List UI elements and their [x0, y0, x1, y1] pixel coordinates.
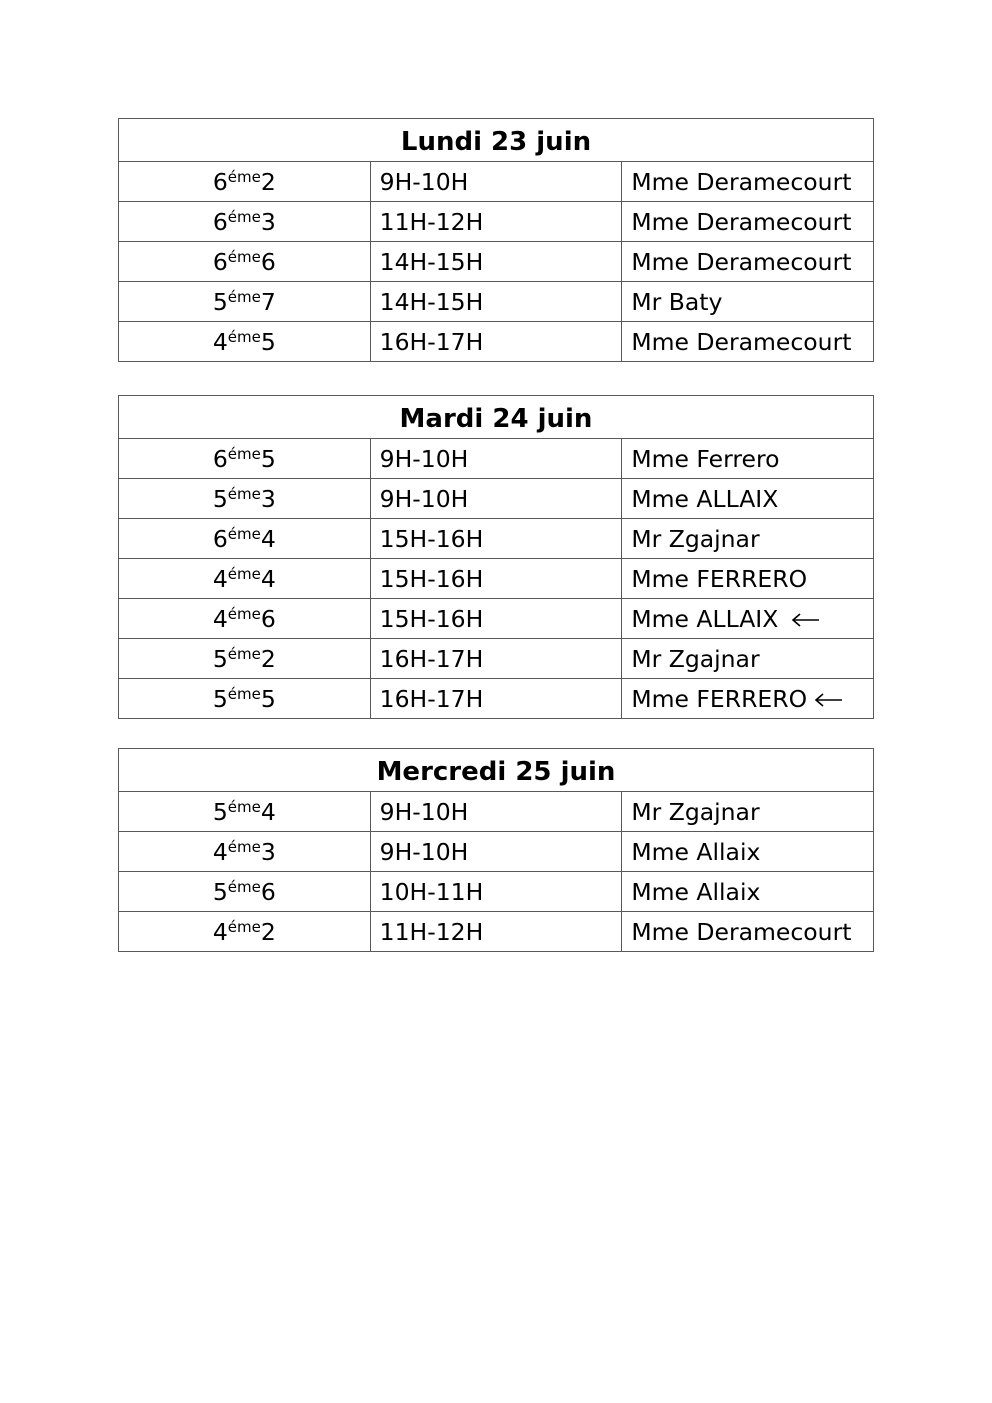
class-cell: $5^{éme}6$ — [119, 872, 371, 912]
time-cell: 9H-10H — [370, 439, 622, 479]
class-cell: $6^{éme}2$ — [119, 162, 371, 202]
class-cell: $5^{éme}7$ — [119, 282, 371, 322]
day-title: Lundi 23 juin — [119, 119, 874, 162]
class-cell: $5^{éme}3$ — [119, 479, 371, 519]
time-cell: 15H-16H — [370, 599, 622, 639]
time-cell: 9H-10H — [370, 832, 622, 872]
teacher-cell: Mme Deramecourt — [622, 322, 874, 362]
schedule-table-monday — [118, 118, 874, 362]
class-cell: $4^{éme}5$ — [119, 322, 371, 362]
table-row — [119, 439, 874, 479]
table-row — [119, 202, 874, 242]
table-row — [119, 679, 874, 719]
time-cell: 11H-12H — [370, 202, 622, 242]
teacher-cell: Mme Allaix — [622, 872, 874, 912]
time-cell: 15H-16H — [370, 519, 622, 559]
teacher-cell: Mme FERRERO — [622, 559, 874, 599]
left-arrow-icon — [813, 689, 843, 705]
table-row — [119, 479, 874, 519]
time-cell: 16H-17H — [370, 639, 622, 679]
schedule-table-wednesday — [118, 748, 874, 952]
left-arrow-icon — [790, 609, 820, 625]
table-row — [119, 639, 874, 679]
day-title: Mercredi 25 juin — [119, 749, 874, 792]
schedule-table-tuesday — [118, 395, 874, 719]
table-row — [119, 559, 874, 599]
teacher-cell: Mr Zgajnar — [622, 519, 874, 559]
time-cell: 14H-15H — [370, 282, 622, 322]
table-row — [119, 242, 874, 282]
time-cell: 11H-12H — [370, 912, 622, 952]
table-row — [119, 912, 874, 952]
day-title: Mardi 24 juin — [119, 396, 874, 439]
table-row — [119, 282, 874, 322]
table-row — [119, 792, 874, 832]
class-cell: $6^{éme}3$ — [119, 202, 371, 242]
time-cell: 9H-10H — [370, 792, 622, 832]
time-cell: 10H-11H — [370, 872, 622, 912]
teacher-cell: Mme Deramecourt — [622, 162, 874, 202]
time-cell: 16H-17H — [370, 679, 622, 719]
class-cell: $5^{éme}2$ — [119, 639, 371, 679]
class-cell: $6^{éme}5$ — [119, 439, 371, 479]
class-cell: $6^{éme}6$ — [119, 242, 371, 282]
teacher-cell: Mr Zgajnar — [622, 639, 874, 679]
time-cell: 14H-15H — [370, 242, 622, 282]
class-cell: $4^{éme}3$ — [119, 832, 371, 872]
teacher-cell: Mme Deramecourt — [622, 202, 874, 242]
time-cell: 16H-17H — [370, 322, 622, 362]
time-cell: 9H-10H — [370, 162, 622, 202]
time-cell: 9H-10H — [370, 479, 622, 519]
table-row — [119, 162, 874, 202]
teacher-cell: Mme Ferrero — [622, 439, 874, 479]
table-row — [119, 872, 874, 912]
table-row — [119, 599, 874, 639]
class-cell: $4^{éme}4$ — [119, 559, 371, 599]
teacher-cell: Mme Allaix — [622, 832, 874, 872]
teacher-cell: Mme FERRERO — [622, 679, 874, 719]
table-row — [119, 322, 874, 362]
time-cell: 15H-16H — [370, 559, 622, 599]
teacher-cell: Mr Baty — [622, 282, 874, 322]
class-cell: $4^{éme}6$ — [119, 599, 371, 639]
teacher-cell: Mr Zgajnar — [622, 792, 874, 832]
table-row — [119, 832, 874, 872]
teacher-cell: Mme ALLAIX — [622, 599, 874, 639]
class-cell: $6^{éme}4$ — [119, 519, 371, 559]
class-cell: $5^{éme}5$ — [119, 679, 371, 719]
table-row — [119, 519, 874, 559]
teacher-cell: Mme Deramecourt — [622, 912, 874, 952]
teacher-cell: Mme Deramecourt — [622, 242, 874, 282]
class-cell: $4^{éme}2$ — [119, 912, 371, 952]
class-cell: $5^{éme}4$ — [119, 792, 371, 832]
teacher-cell: Mme ALLAIX — [622, 479, 874, 519]
